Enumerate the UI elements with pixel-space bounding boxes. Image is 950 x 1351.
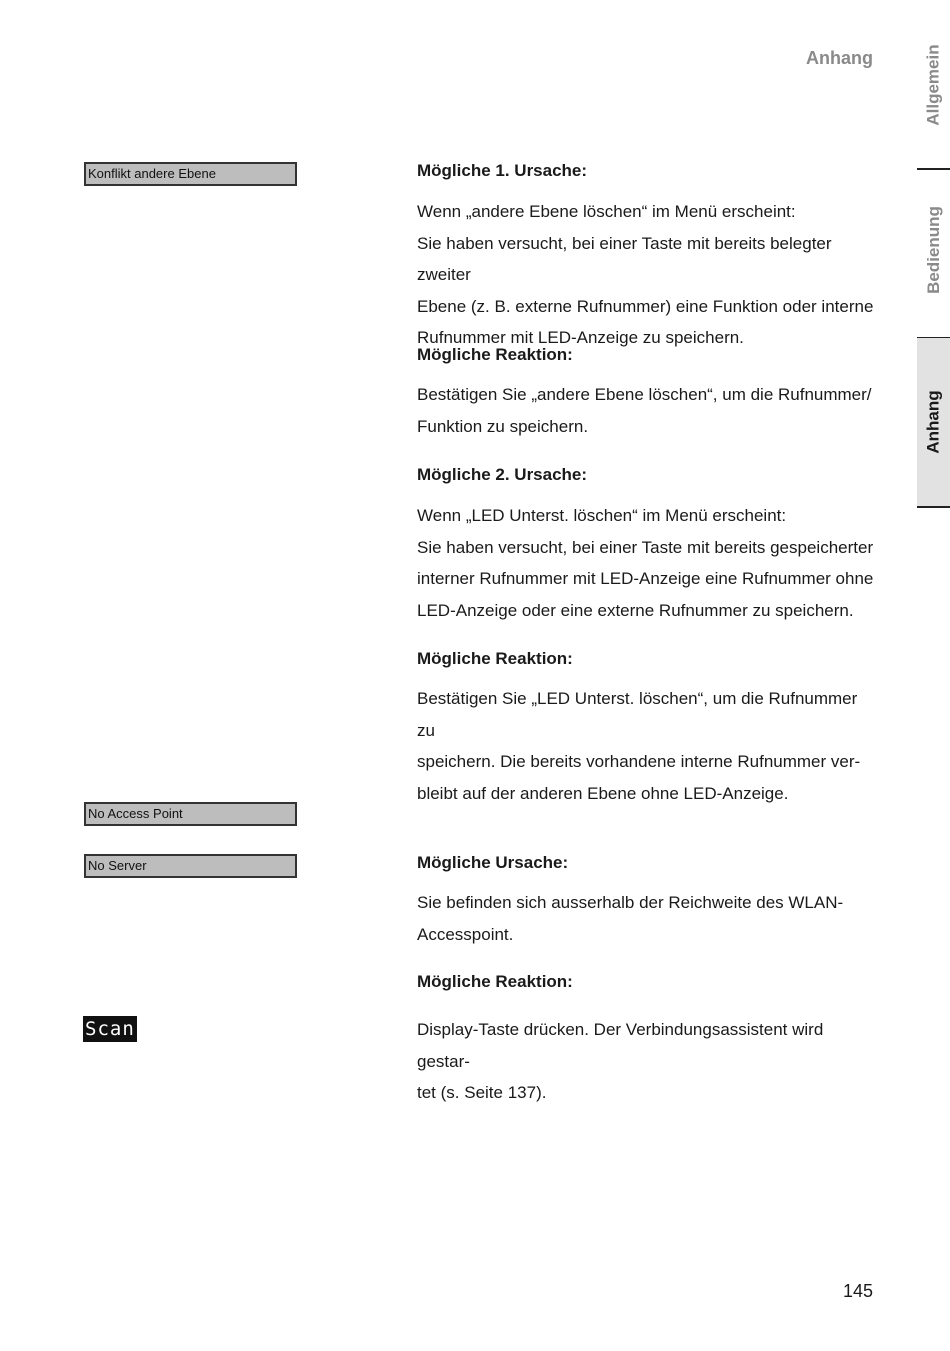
page-header-title: Anhang: [806, 48, 873, 68]
reaction2-block: [417, 649, 877, 669]
display-konflikt-andere-ebene: Konflikt andere Ebene: [84, 162, 297, 186]
text-line: Bestätigen Sie „andere Ebene löschen“, um die Rufnummer/: [417, 385, 872, 404]
text-line: bleibt auf der anderen Ebene ohne LED-Anzeige.: [417, 783, 789, 803]
side-tab-label: Bedienung: [923, 206, 943, 294]
cause-text: [417, 887, 877, 950]
cause2-block: [417, 465, 877, 485]
text-line: Bestätigen Sie „LED Unterst. löschen“, um die Rufnummer zu: [417, 689, 858, 740]
display-no-server: No Server: [84, 854, 297, 878]
text-line: Sie haben versucht, bei einer Taste mit bereits belegter zweiter: [417, 233, 832, 284]
text-line: Display-Taste drücken. Der Verbindungsassistent wird gestar-: [417, 1020, 824, 1071]
reaction1-text: [417, 379, 877, 442]
reaction-heading: Mögliche Reaktion:: [417, 972, 573, 991]
text-line: Funktion zu speichern.: [417, 416, 589, 436]
cause1-block: [417, 161, 877, 181]
text-line: Ebene (z. B. externe Rufnummer) eine Funktion oder interne: [417, 296, 874, 316]
cause2-heading: Mögliche 2. Ursache:: [417, 465, 588, 484]
text-line: Sie haben versucht, bei einer Taste mit bereits gespeicherter: [417, 537, 874, 557]
side-tab-allgemein[interactable]: [917, 30, 950, 140]
cause-heading: Mögliche Ursache:: [417, 853, 569, 872]
cause-block: [417, 853, 877, 873]
text-line: Accesspoint.: [417, 924, 514, 944]
text-line: interner Rufnummer mit LED-Anzeige eine Rufnummer ohne: [417, 569, 874, 588]
tab-divider: [917, 506, 950, 508]
side-tab-bedienung[interactable]: [917, 185, 950, 315]
reaction-block: [417, 972, 877, 992]
text-line: Rufnummer mit LED-Anzeige zu speichern.: [417, 328, 744, 347]
reaction-text: [417, 1014, 877, 1109]
reaction2-heading: Mögliche Reaktion:: [417, 649, 573, 668]
text-line: speichern. Die bereits vorhandene interne Rufnummer ver-: [417, 752, 861, 771]
reaction1-heading: Mögliche Reaktion:: [417, 345, 573, 364]
side-tab-label: Anhang: [923, 390, 943, 454]
side-tab-label: Allgemein: [923, 44, 943, 126]
text-line: Wenn „andere Ebene löschen“ im Menü erscheint:: [417, 202, 796, 221]
cause1-text: [417, 196, 877, 354]
page-number: 145: [842, 1281, 873, 1301]
reaction2-text: [417, 683, 877, 809]
display-no-access-point: No Access Point: [84, 802, 297, 826]
tab-divider: [917, 168, 950, 170]
side-tab-anhang-active[interactable]: [917, 338, 950, 506]
cause1-heading: Mögliche 1. Ursache:: [417, 161, 588, 180]
text-line: Wenn „LED Unterst. löschen“ im Menü erscheint:: [417, 506, 787, 525]
reaction1-block: [417, 345, 877, 365]
text-line: tet (s. Seite 137).: [417, 1083, 547, 1102]
cause2-text: [417, 500, 877, 626]
scan-display-key: Scan: [85, 1018, 135, 1040]
text-line: Sie befinden sich ausserhalb der Reichweite des WLAN-: [417, 893, 844, 912]
text-line: LED-Anzeige oder eine externe Rufnummer zu speichern.: [417, 600, 854, 620]
